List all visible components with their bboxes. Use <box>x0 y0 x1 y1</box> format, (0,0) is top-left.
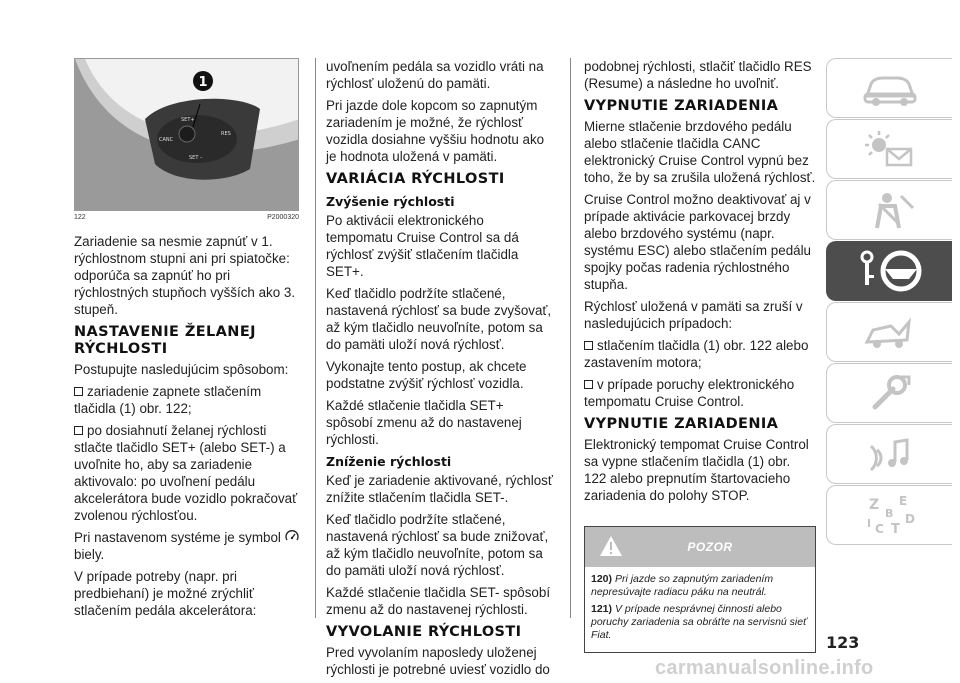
warning-title: POZOR <box>687 539 733 554</box>
paragraph: Pred vyvolaním naposledy uloženej rýchlosti je potrebné uviesť vozidlo do <box>326 645 550 677</box>
subheading-znizenie: Zníženie rýchlosti <box>326 454 452 469</box>
tab-index[interactable] <box>826 485 952 545</box>
warning-item <box>591 603 809 642</box>
seatbelt-icon <box>861 190 919 230</box>
figure-number: 122 <box>74 214 86 221</box>
warning-text: Pri jazde so zapnutým zariadením nepresúvajte radiacu páku na neutrál. <box>591 573 774 598</box>
car-icon <box>861 68 919 108</box>
heading-vypnutie-2: VYPNUTIE ZARIADENIA <box>584 416 779 432</box>
heading-vypnutie: VYPNUTIE ZARIADENIA <box>584 98 779 114</box>
column-1 <box>74 58 299 624</box>
bullet-item <box>584 376 816 410</box>
figure-code: P2000320 <box>267 214 299 221</box>
column-divider <box>315 58 316 618</box>
paragraph: Elektronický tempomat Cruise Control sa vypne stlačením tlačidla (1) obr. 122 alebo prepnutím štartovacieho zariadenia do polohy STOP. <box>584 437 809 503</box>
warning-number: 121) <box>591 603 613 615</box>
subheading-zvysenie: Zvýšenie rýchlosti <box>326 194 455 209</box>
tab-maintenance[interactable] <box>826 363 952 423</box>
canc-label: CANC <box>159 137 174 143</box>
index-icon <box>861 493 919 537</box>
warning-text: V prípade nesprávnej činnosti alebo poruchy zariadenia sa obráťte na servisnú sieť Fiat. <box>591 603 807 641</box>
symbol-text-end: biely. <box>74 547 105 562</box>
tab-multimedia[interactable] <box>826 424 952 484</box>
tab-starting-driving[interactable] <box>826 241 952 301</box>
tab-safety[interactable] <box>826 180 952 240</box>
steering-wheel-figure <box>74 58 299 211</box>
paragraph: Mierne stlačenie brzdového pedálu alebo stlačenie tlačidla CANC elektronický Cruise Control vypnú bez toho, že by sa zrušila uložená rýchlosť. <box>584 119 816 185</box>
bullet-item <box>74 383 299 417</box>
index-letter: T <box>890 522 900 537</box>
warning-triangle-icon <box>599 535 623 557</box>
warning-item <box>591 573 809 599</box>
set-plus-label: SET+ <box>181 117 195 123</box>
heading-variacia: VARIÁCIA RÝCHLOSTI <box>326 171 505 187</box>
paragraph-potreba: V prípade potreby (napr. pri predbiehaní) je možné zrýchliť stlačením pedála akcelerátora: <box>74 569 257 618</box>
paragraph-symbol <box>74 529 299 563</box>
tab-car[interactable] <box>826 58 952 118</box>
column-3 <box>584 58 816 653</box>
warning-box-header <box>585 527 815 567</box>
symbol-text: Pri nastavenom systéme je symbol <box>74 530 281 545</box>
media-icon <box>861 434 919 474</box>
bullet-item <box>584 337 816 371</box>
callout-number: 1 <box>198 75 208 90</box>
page-number: 123 <box>826 633 860 652</box>
index-letter: B <box>884 507 893 520</box>
bullet-square-icon <box>584 380 593 389</box>
index-letter: Z <box>868 497 879 513</box>
index-letter: I <box>866 517 871 530</box>
tab-warning-lights[interactable] <box>826 119 952 179</box>
paragraph: podobnej rýchlosti, stlačiť tlačidlo RES (Resume) a následne ho uvoľniť. <box>584 59 812 91</box>
bullet-square-icon <box>584 341 593 350</box>
bullet-text: zariadenie zapnete stlačením tlačidla (1) obr. 122; <box>74 384 262 416</box>
wrench-icon <box>861 373 919 413</box>
index-letter: D <box>904 512 915 526</box>
paragraph: Rýchlosť uložená v pamäti sa zruší v nasledujúcich prípadoch: <box>584 299 803 331</box>
steering-wheel-key-icon <box>855 249 925 293</box>
warning-box <box>584 526 816 653</box>
paragraph: Keď tlačidlo podržíte stlačené, nastavená rýchlosť sa bude zvyšovať, až kým tlačidlo neuvoľníte, potom sa do pamäti uloží nová rýchlosť. <box>326 286 552 352</box>
paragraph: Každé stlačenie tlačidla SET+ spôsobí zmenu až do nastavenej rýchlosti. <box>326 398 522 447</box>
paragraph-postup: Postupujte nasledujúcim spôsobom: <box>74 362 289 377</box>
bullet-text: v prípade poruchy elektronického tempomatu Cruise Control. <box>584 377 795 409</box>
heading-vyvolanie: VYVOLANIE RÝCHLOSTI <box>326 624 522 640</box>
bullet-square-icon <box>74 426 83 435</box>
index-letter: C <box>874 522 884 536</box>
paragraph: uvoľnením pedála sa vozidlo vráti na rýchlosť uloženú do pamäti. <box>326 59 544 91</box>
index-letter: E <box>898 494 907 508</box>
cruise-control-icon <box>285 530 299 544</box>
intro-paragraph: Zariadenie sa nesmie zapnúť v 1. rýchlostnom stupni ani pri spiatočke: odporúča sa zapnúť ho pri rýchlostných stupňoch vyšších ako 3. stupeň. <box>74 234 296 317</box>
set-minus-label: SET – <box>189 155 203 161</box>
paragraph: Každé stlačenie tlačidla SET- spôsobí zmenu až do nastavenej rýchlosti. <box>326 585 551 617</box>
res-label: RES <box>221 131 231 137</box>
paragraph: Keď tlačidlo podržíte stlačené, nastavená rýchlosť sa bude znižovať, až kým tlačidlo neuvoľníte, potom sa do pamäti uloží nová rýchlosť. <box>326 512 549 578</box>
bullet-text: stlačením tlačidla (1) obr. 122 alebo zastavením motora; <box>584 338 809 370</box>
bullet-text: po dosiahnutí želanej rýchlosti stlačte tlačidlo SET+ (alebo SET-) a uvoľnite ho, aby sa zariadenie aktivovalo: po uvoľnení pedálu akcelerátora bude vozidlo pokračovať zvolenou rýchlosťou. <box>74 423 298 523</box>
tab-emergency[interactable] <box>826 302 952 362</box>
paragraph: Cruise Control možno deaktivovať aj v prípade aktivácie parkovacej brzdy alebo brzdového systému (napr. systému ESC) alebo stlačením pedálu spojky počas radenia rýchlostného stupňa. <box>584 192 812 292</box>
bullet-square-icon <box>74 387 83 396</box>
crash-icon <box>861 312 919 352</box>
paragraph: Pri jazde dole kopcom so zapnutým zariadením je možné, že rýchlosť vozidla dosiahne vyššiu hodnotu ako je hodnota uložená v pamäti. <box>326 98 545 164</box>
paragraph: Keď je zariadenie aktivované, rýchlosť znížite stlačením tlačidla SET-. <box>326 473 553 505</box>
column-divider <box>570 58 571 618</box>
warning-number: 120) <box>591 573 613 585</box>
chapter-tabs <box>826 58 952 546</box>
paragraph: Po aktivácii elektronického tempomatu Cruise Control sa dá rýchlosť zvýšiť stlačením tlačidla SET+. <box>326 213 519 279</box>
steering-wheel-illustration <box>75 59 299 211</box>
watermark: carmanualsonline.info <box>655 657 874 679</box>
warning-lights-icon <box>861 129 919 169</box>
column-2 <box>326 58 554 683</box>
warning-body <box>585 567 815 652</box>
heading-nastavenie: NASTAVENIE ŽELANEJ RÝCHLOSTI <box>74 324 256 357</box>
paragraph: Vykonajte tento postup, ak chcete podstatne zvýšiť rýchlosť vozidla. <box>326 359 527 391</box>
bullet-item <box>74 422 299 524</box>
figure-caption <box>74 213 299 223</box>
